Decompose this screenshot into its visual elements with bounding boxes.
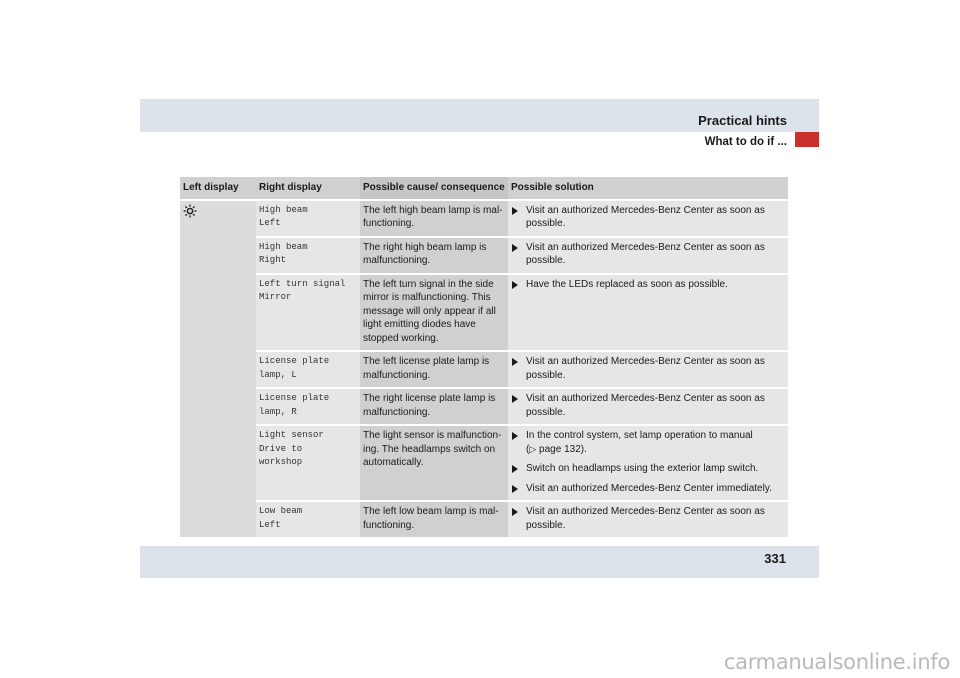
cause-cell: The left turn signal in the side mirror is malfunctioning. This message will only appear if all light emitting diodes have stopped working. [360,274,508,352]
solution-item [511,278,785,292]
table-header-row [180,177,788,200]
solution-item [511,355,785,382]
watermark: carmanualsonline.info [723,650,950,674]
solution-item [511,241,785,268]
solution-item [511,392,785,419]
solution-text: In the control system, set lamp operation to manual [526,430,753,441]
bullet-arrow-icon [512,508,518,516]
solution-item [511,462,785,476]
solution-cell [508,200,788,237]
cause-cell: The left license plate lamp is malfunctioning. [360,351,508,388]
column-header-cause: Possible cause/ consequence [360,177,508,200]
cause-cell: The right high beam lamp is malfunctioning. [360,237,508,274]
solution-cell [508,425,788,501]
right-display-cell: High beam Right [256,237,360,274]
column-header-right-display: Right display [256,177,360,200]
cause-cell: The left high beam lamp is mal-functioning. [360,200,508,237]
bullet-arrow-icon [512,244,518,252]
page-ref-arrow-icon: ▷ [529,443,537,454]
page-ref-text: page 132 [539,443,581,455]
page-reference: (▷ page 132). [526,443,587,455]
right-display-cell: License plate lamp, L [256,351,360,388]
footer-band [140,546,819,578]
solution-item [511,429,785,456]
section-subtitle: What to do if ... [704,136,787,148]
solution-text: Have the LEDs replaced as soon as possible. [526,278,728,290]
bullet-arrow-icon [512,485,518,493]
table-row [180,388,788,425]
right-display-cell: License plate lamp, R [256,388,360,425]
solution-item [511,482,785,496]
column-header-solution: Possible solution [508,177,788,200]
cause-cell: The right license plate lamp is malfunctioning. [360,388,508,425]
bullet-arrow-icon [512,465,518,473]
column-header-left-display: Left display [180,177,256,200]
solution-cell [508,237,788,274]
solution-text: Visit an authorized Mercedes-Benz Center as soon as possible. [526,241,765,266]
bullet-arrow-icon [512,432,518,440]
section-title: Practical hints [698,113,787,128]
table-body [180,200,788,539]
hints-table [180,177,788,539]
solution-text: Visit an authorized Mercedes-Benz Center immediately. [526,482,772,494]
left-display-cell [180,200,256,539]
bullet-arrow-icon [512,395,518,403]
bullet-arrow-icon [512,281,518,289]
solution-cell [508,274,788,352]
solution-text: Visit an authorized Mercedes-Benz Center as soon as possible. [526,506,765,531]
cause-cell: The light sensor is malfunction-ing. The headlamps switch on automatically. [360,425,508,501]
section-tab-marker [795,132,819,147]
page-ref-suffix: ). [580,443,587,455]
table-row [180,425,788,501]
right-display-cell: Low beam Left [256,501,360,538]
solution-text: Visit an authorized Mercedes-Benz Center as soon as possible. [526,356,765,381]
table-row [180,351,788,388]
solution-text: Visit an authorized Mercedes-Benz Center as soon as possible. [526,393,765,418]
solution-cell [508,501,788,538]
solution-cell [508,388,788,425]
bullet-arrow-icon [512,207,518,215]
table-row [180,200,788,237]
solution-item [511,204,785,231]
table-row [180,237,788,274]
table-row [180,274,788,352]
solution-item [511,505,785,532]
exterior-lamp-icon [183,204,197,218]
page-number: 331 [764,551,786,566]
solution-text: Visit an authorized Mercedes-Benz Center as soon as possible. [526,204,765,229]
right-display-cell: Light sensor Drive to workshop [256,425,360,501]
cause-cell: The left low beam lamp is mal-functioning. [360,501,508,538]
solution-text: Switch on headlamps using the exterior lamp switch. [526,463,759,474]
table-row [180,501,788,538]
bullet-arrow-icon [512,358,518,366]
solution-cell [508,351,788,388]
right-display-cell: High beam Left [256,200,360,237]
right-display-cell: Left turn signal Mirror [256,274,360,352]
